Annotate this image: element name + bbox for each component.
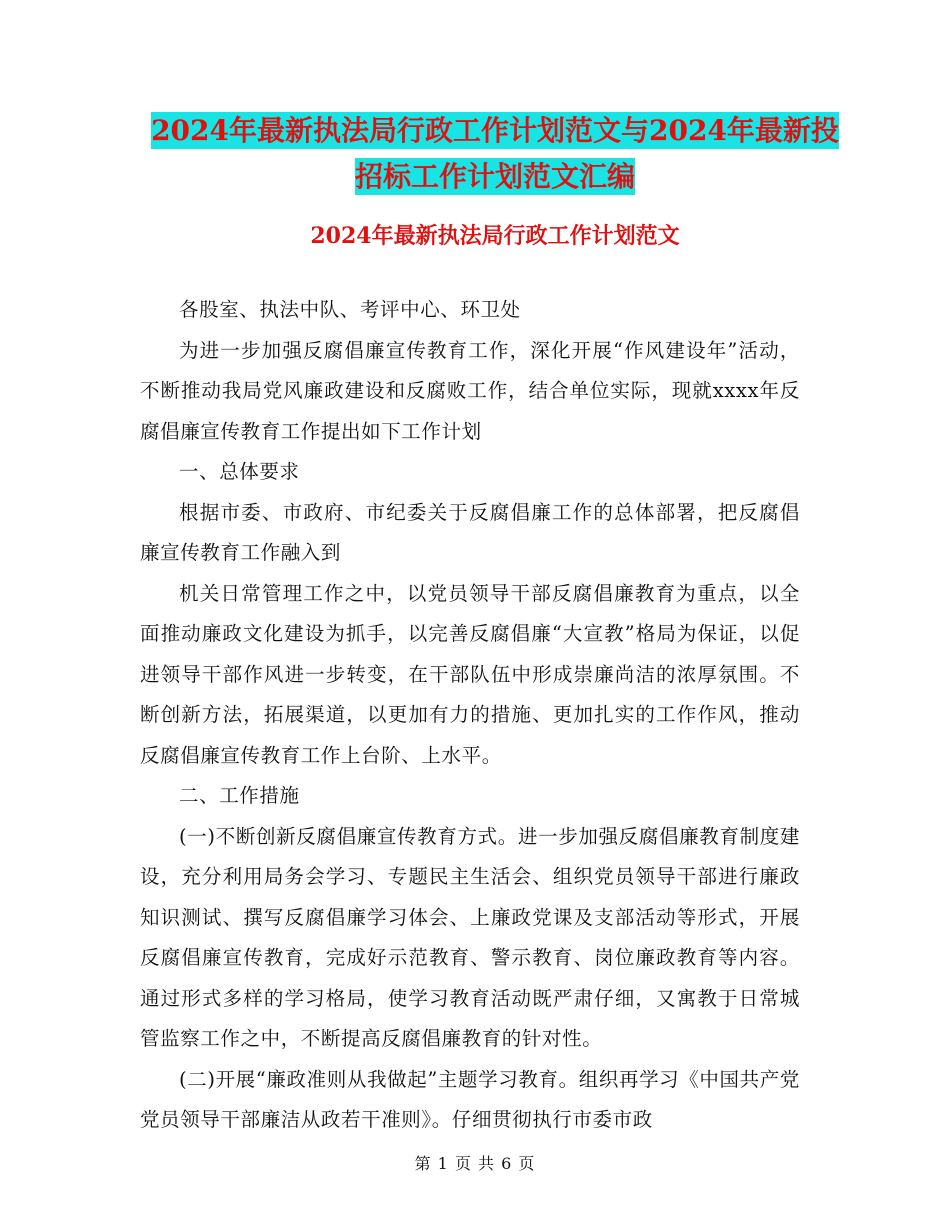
page-number: 第 1 页 共 6 页 [414,1154,536,1173]
paragraph-requirements-2: 机关日常管理工作之中，以党员领导干部反腐倡廉教育为重点，以全面推动廉政文化建设为抓手，以完善反腐倡廉“大宣教”格局为保证，以促进领导干部作风进一步转变，在干部队伍中形成崇廉尚洁的浓厚氛围。不断创新方法，拓展渠道，以更加有力的措施、更加扎实的工作作风，推动反腐倡廉宣传教育工作上台阶、上水平。 [140,581,800,767]
paragraph-intro: 为进一步加强反腐倡廉宣传教育工作，深化开展“作风建设年”活动，不断推动我局党风廉政建设和反腐败工作，结合单位实际，现就xxxx年反腐倡廉宣传教育工作提出如下工作计划 [140,338,800,443]
paragraph-recipients: 各股室、执法中队、考评中心、环卫处 [179,298,521,321]
document-title [140,108,850,200]
paragraph-requirements-1: 根据市委、市政府、市纪委关于反腐倡廉工作的总体部署，把反腐倡廉宣传教育工作融入到 [140,500,800,564]
heading-work-measures: 二、工作措施 [179,784,300,807]
page-footer [0,1152,950,1176]
paragraph-measure-1: (一)不断创新反腐倡廉宣传教育方式。进一步加强反腐倡廉教育制度建设，充分利用局务会学习、专题民主生活会、组织党员领导干部进行廉政知识测试、撰写反腐倡廉学习体会、上廉政党课及支部活动等形式，开展反腐倡廉宣传教育，完成好示范教育、警示教育、岗位廉政教育等内容。通过形式多样的学习格局，使学习教育活动既严肃仔细，又寓教于日常城管监察工作之中，不断提高反腐倡廉教育的针对性。 [140,824,800,1050]
document-title-line-1: 2024年最新执法局行政工作计划范文与2024年最新投 [151,114,839,147]
paragraph-measure-2: (二)开展“廉政准则从我做起”主题学习教育。组织再学习《中国共产党党员领导干部廉洁从政若干准则》。仔细贯彻执行市委市政 [140,1067,800,1131]
heading-general-requirements: 一、总体要求 [179,460,300,483]
document-title-line-2: 招标工作计划范文汇编 [354,160,635,193]
section-heading: 2024年最新执法局行政工作计划范文 [310,223,680,249]
document-body [140,290,800,1141]
